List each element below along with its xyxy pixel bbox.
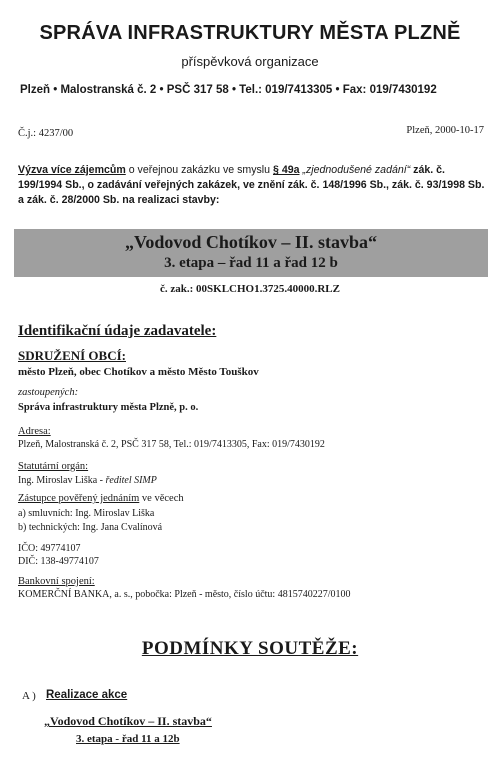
representative-name: Správa infrastruktury města Plzně, p. o. bbox=[18, 402, 199, 413]
intro-text-2: zák. č. 199/1994 Sb., o zadávání veřejných zakázek, ve znění zák. č. 148/1996 Sb., zák. č. 93/1998 Sb. a zák. č. 28/2000 Sb. na realizaci stavby: bbox=[18, 164, 485, 206]
intro-invitation: Výzva více zájemcům bbox=[18, 164, 126, 176]
bank-label: Bankovní spojení: bbox=[18, 576, 95, 587]
address-value: Plzeň, Malostranská č. 2, PSČ 317 58, Tel.: 019/7413305, Fax: 019/7430192 bbox=[18, 439, 325, 450]
deputy-technical: b) technických: Ing. Jana Cvalínová bbox=[18, 522, 163, 533]
ico-number: IČO: 49774107 bbox=[18, 543, 81, 554]
intro-simplified: „zjednodušené zadání“ bbox=[299, 164, 411, 176]
deputy-label-text: Zástupce pověřený jednáním bbox=[18, 493, 140, 504]
bank-value: KOMERČNÍ BANKA, a. s., pobočka: Plzeň - město, číslo účtu: 4815740227/0100 bbox=[18, 589, 351, 600]
association-members: město Plzeň, obec Chotíkov a město Město Touškov bbox=[18, 366, 259, 378]
banner-subtitle: 3. etapa – řad 11 a řad 12 b bbox=[164, 255, 338, 271]
address-label: Adresa: bbox=[18, 426, 51, 437]
dic-number: DIČ: 138-49774107 bbox=[18, 556, 99, 567]
project-banner bbox=[14, 229, 488, 277]
organization-type: příspěvková organizace bbox=[181, 54, 319, 69]
intro-paragraph-ref: § 49a bbox=[272, 164, 300, 176]
organization-contact: Plzeň • Malostranská č. 2 • PSČ 317 58 • Tel.: 019/7413305 • Fax: 019/7430192 bbox=[20, 84, 437, 96]
association-title: SDRUŽENÍ OBCÍ: bbox=[18, 348, 126, 363]
reference-number: Č.j.: 4237/00 bbox=[18, 128, 74, 139]
identification-title: Identifikační údaje zadavatele: bbox=[18, 323, 217, 339]
deputy-label-suffix: ve věcech bbox=[139, 493, 184, 504]
section-a-title: Realizace akce bbox=[46, 689, 128, 701]
organization-name: SPRÁVA INFRASTRUKTURY MĚSTA PLZNĚ bbox=[39, 22, 461, 44]
represented-label: zastoupených: bbox=[18, 387, 79, 398]
statutory-value bbox=[18, 475, 157, 486]
intro-text-1: o veřejnou zakázku ve smyslu bbox=[125, 164, 273, 176]
conditions-title: PODMÍNKY SOUTĚŽE: bbox=[141, 638, 359, 659]
banner-title: „Vodovod Chotíkov – II. stavba“ bbox=[125, 232, 377, 252]
deputy-contractual: a) smluvních: Ing. Miroslav Liška bbox=[18, 508, 155, 519]
statutory-name: Ing. Miroslav Liška - bbox=[18, 475, 106, 486]
statutory-role: ředitel SIMP bbox=[105, 475, 157, 486]
document-date: Plzeň, 2000-10-17 bbox=[406, 125, 484, 136]
section-a-letter: A ) bbox=[22, 690, 36, 702]
section-a-project: „Vodovod Chotíkov – II. stavba“ bbox=[44, 714, 212, 728]
intro-paragraph bbox=[18, 163, 488, 208]
section-a-stage: 3. etapa - řad 11 a 12b bbox=[76, 733, 180, 745]
deputy-label bbox=[18, 493, 184, 504]
statutory-label: Statutární orgán: bbox=[18, 461, 89, 472]
contract-number: č. zak.: 00SKLCHO1.3725.40000.RLZ bbox=[160, 283, 340, 295]
